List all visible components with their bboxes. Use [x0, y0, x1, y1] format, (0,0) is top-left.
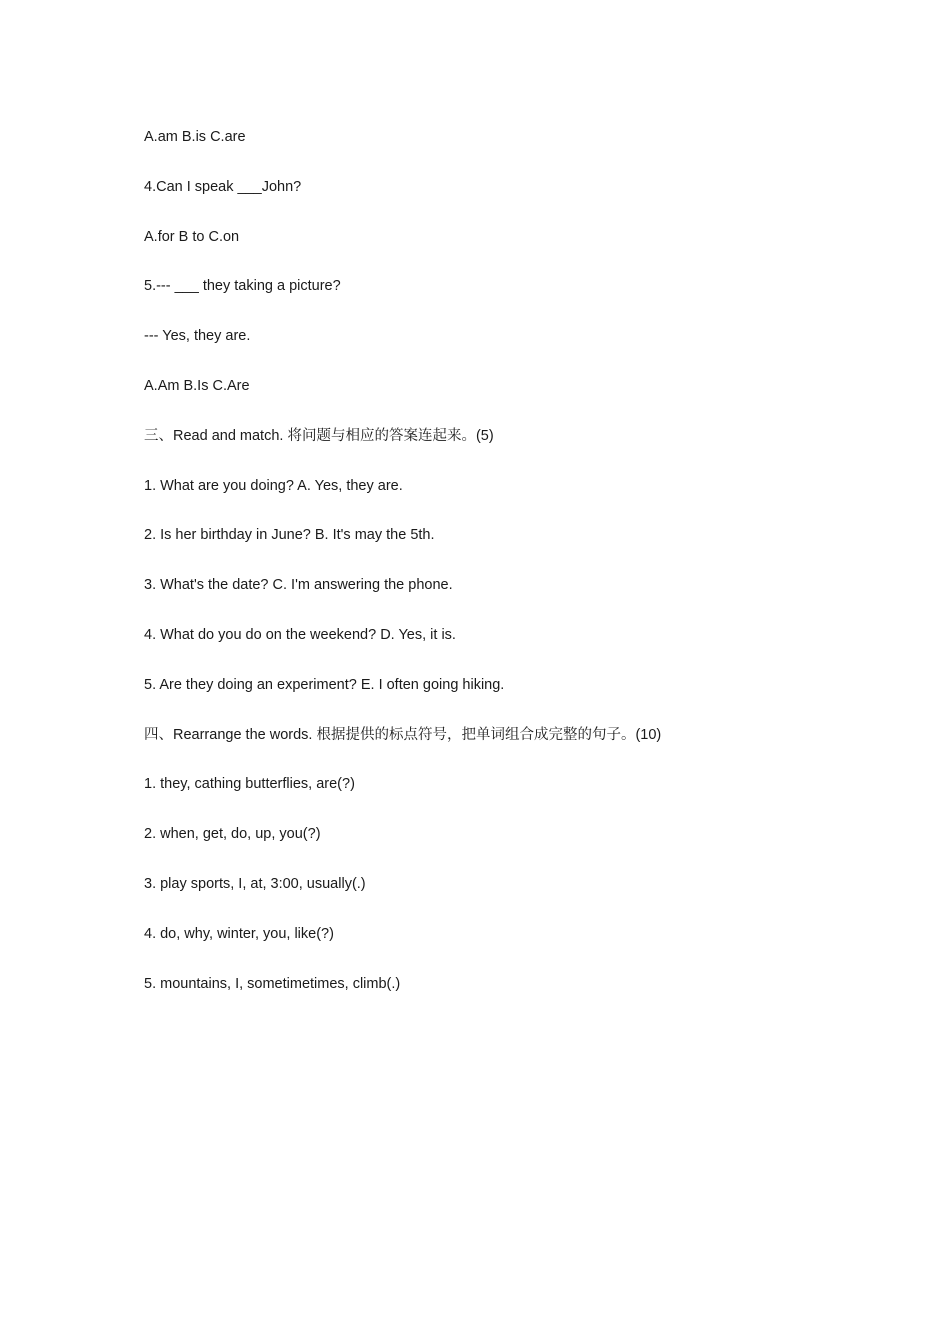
match-item-5: 5. Are they doing an experiment? E. I often going hiking.	[144, 676, 505, 693]
q3-options: A.am B.is C.are	[144, 129, 246, 145]
rearrange-item-2: 2. when, get, do, up, you(?)	[144, 826, 321, 843]
match-item-2: 2. Is her birthday in June? B. It's may the 5th.	[144, 527, 435, 544]
q5-options: A.Am B.Is C.Are	[144, 377, 250, 394]
q5-answer: --- Yes, they are.	[144, 328, 251, 345]
q5-question: 5.--- ___ they taking a picture?	[144, 278, 341, 295]
match-item-1: 1. What are you doing? A. Yes, they are.	[144, 477, 403, 494]
rearrange-item-1: 1. they, cathing butterflies, are(?)	[144, 776, 355, 793]
q4-options: A.for B to C.on	[144, 228, 240, 245]
rearrange-item-3: 3. play sports, I, at, 3:00, usually(.)	[144, 875, 366, 892]
match-item-3: 3. What's the date? C. I'm answering the phone.	[144, 577, 453, 594]
match-item-4: 4. What do you do on the weekend? D. Yes, it is.	[144, 626, 456, 643]
section-four-heading: 四、Rearrange the words. 根据提供的标点符号，把单词组合成完整的句子。(10)	[144, 726, 662, 743]
q4-question: 4.Can I speak ___John?	[144, 178, 302, 195]
rearrange-item-4: 4. do, why, winter, you, like(?)	[144, 925, 334, 942]
section-three-heading: 三、Read and match. 将问题与相应的答案连起来。(5)	[144, 427, 494, 444]
document-body	[144, 127, 844, 1023]
rearrange-item-5: 5. mountains, I, sometimetimes, climb(.)	[144, 975, 401, 992]
